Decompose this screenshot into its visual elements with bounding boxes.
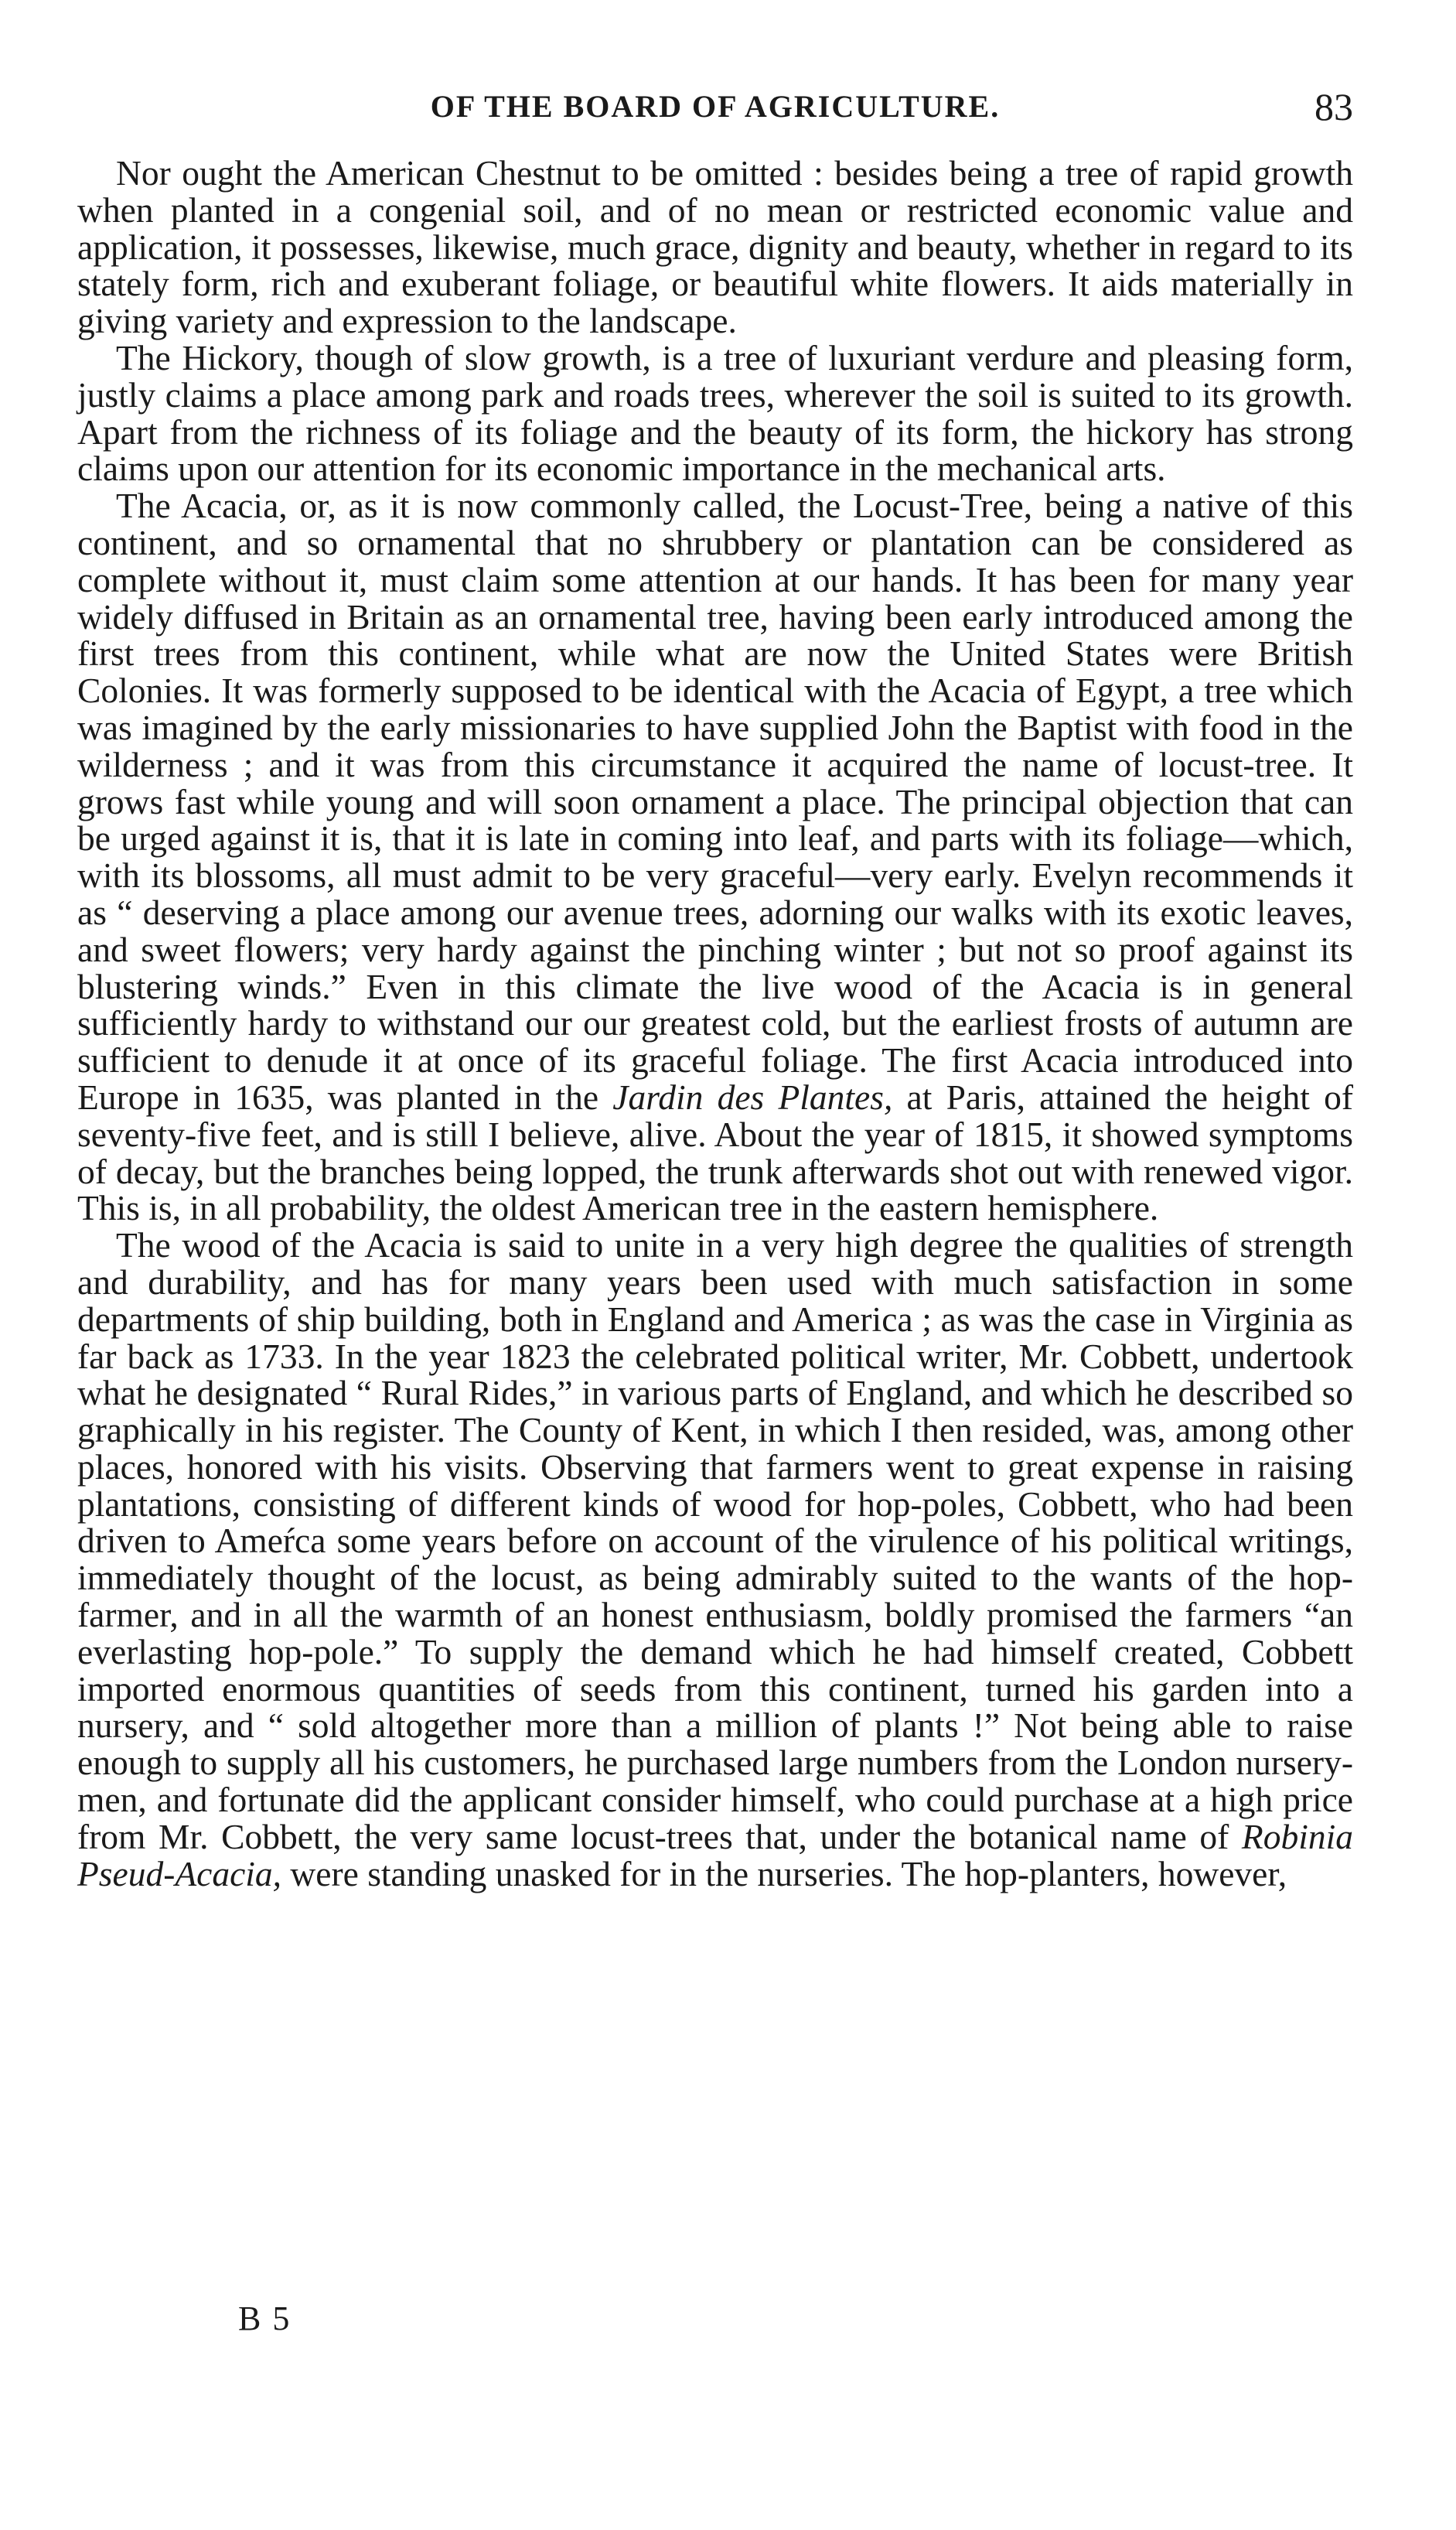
paragraph-acacia-part-b: at Paris, attained the height of seventy-five feet, and is still I believe, alive. About the year of 1815, it showed symptoms of decay, but the branches being lopped, the trunk afterwards shot out with renewed vigor. This is, in all probability, the oldest American tree in the eastern hemisphere. — [77, 1077, 1354, 1228]
italic-robinia-pseud-acacia: Robinia Pseud-Acacia, — [77, 1816, 1353, 1893]
paragraph-chestnut: Nor ought the American Chestnut to be omitted : besides being a tree of rapid growth when planted in a congenial soil, and of no mean or restricted economic value and application, it possesses, likewise, much grace, dignity and beauty, whether in regard to its stately form, rich and exuberant foliage, or beautiful white flowers. It aids materially in giving variety and expression to the landscape. — [77, 153, 1353, 341]
paragraph-acacia-part-a: The Acacia, or, as it is now commonly called, the Locust-Tree, being a native of this continent, and so ornamental that no shrubbery or plantation can be considered as complete without it, must claim some attention at our hands. It has been for many year widely diffused in Britain as an ornamental tree, having been early introduced among the first trees from this continent, while what are now the United States were British Colonies. It was formerly supposed to be identical with the Acacia of Egypt, a tree which was imagined by the early missionaries to have supplied John the Baptist with food in the wilderness ; and it was from this circumstance it acquired the name of locust-tree. It grows fast while young and will soon ornament a place. The principal objection that can be urged against it is, that it is late in coming into leaf, and parts with its foliage—which, with its blossoms, all must admit to be very graceful—very early. Evelyn recommends it as “ deserving a place among our avenue trees, adorning our walks with its exotic leaves, and sweet flowers; very hardy against the pinching winter ; but not so proof against its blustering winds.” Even in this climate the live wood of the Acacia is in general sufficiently hardy to withstand our our greatest cold, but the earliest frosts of autumn are sufficient to denude it at once of its graceful foliage. The first Acacia introduced into Europe in 1635, was planted in the — [77, 486, 1353, 1117]
paragraph-acacia — [77, 487, 1353, 1227]
signature-mark: B 5 — [238, 2300, 292, 2337]
paragraph-acacia-wood-part-a: The wood of the Acacia is said to unite in a very high degree the qualities of strength and durability, and has for many years been used with much satisfaction in some departments of ship building, both in England and America ; as was the case in Virginia as far back as 1733. In the year 1823 the celebrated political writer, Mr. Cobbett, undertook what he designated “ Rural Rides,” in various parts of England, and which he described so graphically in his register. The County of Kent, in which I then resided, was, among other places, honored with his visits. Observing that farmers went to great expense in raising plantations, consisting of different kinds of wood for hop-poles, Cobbett, who had been driven to Ameŕca some years before on account of the virulence of his political writings, immediately thought of the locust, as being admirably suited to the wants of the hop-farmer, and in all the warmth of an honest enthusiasm, boldly promised the farmers “an everlasting hop-pole.” To supply the demand which he had himself created, Cobbett imported enormous quantities of seeds from this continent, turned his garden into a nursery, and “ sold altogether more than a million of plants !” Not being able to raise enough to supply all his customers, he purchased large numbers from the London nursery-men, and fortunate did the applicant consider himself, who could purchase at a high price from Mr. Cobbett, the very same locust-trees that, under the botanical name of — [77, 1225, 1353, 1856]
body-text — [77, 155, 1353, 1892]
page-header — [77, 84, 1353, 130]
page-number: 83 — [1314, 85, 1353, 128]
italic-jardin-des-plantes: Jardin des Plantes, — [612, 1077, 893, 1117]
paragraph-acacia-wood — [77, 1227, 1353, 1892]
paragraph-acacia-wood-part-b: were standing unasked for in the nurseries. The hop-planters, however, — [290, 1853, 1287, 1893]
paragraph-hickory: The Hickory, though of slow growth, is a tree of luxuriant verdure and pleasing form, justly claims a place among park and roads trees, wherever the soil is suited to its growth. Apart from the richness of its foliage and the beauty of its form, the hickory has strong claims upon our attention for its economic importance in the mechanical arts. — [77, 337, 1353, 489]
running-head: OF THE BOARD OF AGRICULTURE. — [430, 89, 1001, 124]
